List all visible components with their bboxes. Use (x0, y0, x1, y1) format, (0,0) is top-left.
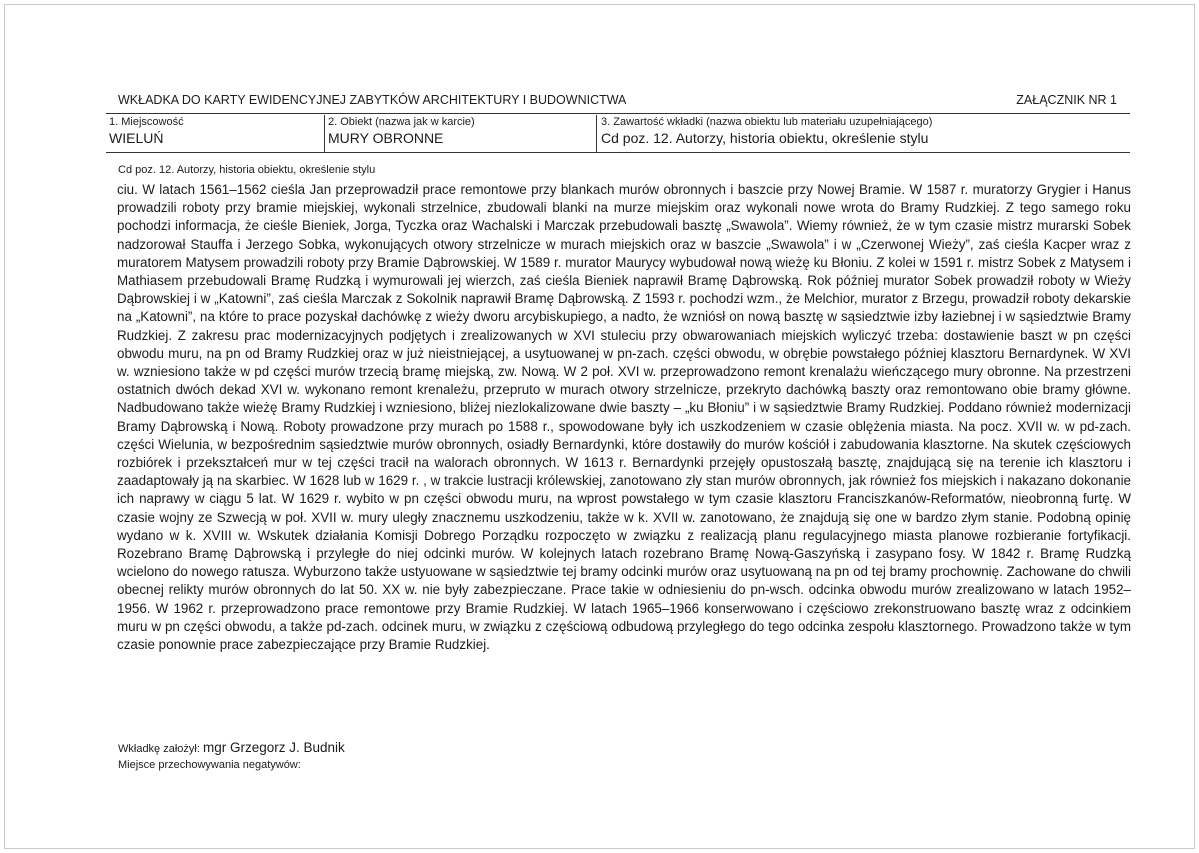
field-object-label: 2. Obiekt (nazwa jak w karcie) (328, 116, 475, 128)
field-object-value: MURY OBRONNE (328, 130, 444, 146)
form-title: WKŁADKA DO KARTY EWIDENCYJNEJ ZABYTKÓW ARCHITEKTURY I BUDOWNICTWA (118, 93, 627, 107)
section-title: Cd poz. 12. Autorzy, historia obiektu, określenie stylu (118, 164, 376, 176)
author-line (118, 740, 345, 755)
header-divider (106, 113, 1130, 114)
attachment-label: ZAŁĄCZNIK NR 1 (1016, 93, 1117, 107)
history-text: ciu. W latach 1561–1562 cieśla Jan przeprowadził prace remontowe przy blankach murów obronnych i baszcie przy Nowej Bramie. W 1587 r. muratorzy Grygier i Hanus prowadzili roboty przy bramie miejskiej, wykonali strzelnice, zbudowali blanki na murze miejskim oraz wykonali nowe wrota do Bramy Rudzkiej. Z tego samego roku pochodzi informacja, że cieśle Bieniek, Jorga, Tyczka oraz Wachalski i Marczak przebudowali basztę „Swawola”. Wiemy również, że w tym czasie mistrz murarski Sobek nadzorował Stauffa i Jerzego Sobka, wykonujących otwory strzelnicze w murach miejskich oraz w baszcie „Swawola” i w „Czerwonej Wieży”, zaś cieśla Kacper wraz z muratorem Matysem prowadzili roboty przy Bramie Dąbrowskiej. W 1589 r. murator Maurycy wybudował nową wieżę ku Błoniu. Z kolei w 1591 r. mistrz Sobek z Matysem i Mathiasem przebudowali Bramę Rudzką i wymurowali jej wierzch, zaś cieśla Bieniek naprawił Bramę Dąbrowską. Rok później murator Sobek prowadził roboty w Wieży Dąbrowskiej i w „Katowni”, zaś cieśla Marczak z Sokolnik naprawił Bramę Dąbrowską. Z 1593 r. pochodzi wzm., że Melchior, murator z Brzegu, prowadził roboty dekarskie na „Katowni”, na które to prace pozyskał dachówkę z wieży dworu arcybiskupiego, a nadto, że wzniósł on nową basztę w sąsiedztwie izby łaziebnej i w sąsiedztwie Bramy Rudzkiej. Z zakresu prac modernizacyjnych podjętych i zrealizowanych w XVI stuleciu przy obwarowaniach miejskich wyliczyć trzeba: dostawienie baszt w pn części obwodu muru, na pn od Bramy Rudzkiej oraz w już nieistniejącej, a usytuowanej w pn-zach. części obwodu, w obrębie powstałego później klasztoru Bernardynek. W XVI w. wzniesiono także w pd części murów trzecią bramę miejską, zw. Nową. W 2 poł. XVI w. przeprowadzono remont krenalażu wieńczącego mury obronne. Na przestrzeni ostatnich dwóch dekad XVI w. wykonano remont krenależu, przepruto w murach otwory strzelnicze, przekryto dachówką baszty oraz remontowano obie bramy główne. Nadbudowano także wieżę Bramy Rudzkiej i wzniesiono, bliżej niezlokalizowane dwie baszty – „ku Błoniu” i w sąsiedztwie Bramy Rudzkiej. Poddano również modernizacji Bramy Dąbrowską i Nową. Roboty prowadzone przy murach po 1588 r., spowodowane były ich uszkodzeniem w czasie oblężenia miasta. Na pocz. XVII w. w pd-zach. części Wielunia, w bezpośrednim sąsiedztwie murów obronnych, osiadły Bernardynki, które dostawiły do murów kościół i zabudowania klasztorne. Na skutek częściowych rozbiórek i przekształceń mur w tej części tracił na walorach obronnych. W 1613 r. Bernardynki przejęły opustoszałą basztę, znajdującą się na terenie ich klasztoru i zaadaptowały ją na skarbiec. W 1628 lub w 1629 r. , w trakcie lustracji królewskiej, zanotowano zły stan murów obronnych, jak również fos miejskich i nakazano dokonanie ich naprawy w ciągu 5 lat. W 1629 r. wybito w pn części obwodu muru, na wprost powstałego w tym czasie klasztoru Franciszkanów-Reformatów, nieobronną furtę. W czasie wojny ze Szwecją w poł. XVII w. mury uległy znacznemu uszkodzeniu, także w k. XVII w. zanotowano, że znajdują się one w bardzo złym stanie. Podobną opinię wydano w k. XVIII w. Wskutek działania Komisji Dobrego Porządku rozpoczęto w związku z realizacją planu regulacyjnego miasta planowe rozbieranie fortyfikacji. Rozebrano Bramę Dąbrowską i przyległe do niej odcinki murów. W kolejnych latach rozebrano Bramę Nową-Gaszyńską i zasypano fosy. W 1842 r. Bramę Rudzką wcielono do nowego ratusza. Wyburzono także ustyuowane w sąsiedztwie tej bramy odcinki murów oraz usytuowaną na pn od tej bramy prochownię. Zachowane do chwili obecnej relikty murów obronnych do lat 50. XX w. nie były zabezpieczane. Prace takie w odniesieniu do pn-wsch. odcinka obwodu murów zrealizowano w latach 1952–1956. W 1962 r. przeprowadzono prace remontowe przy Bramie Rudzkiej. W latach 1965–1966 konserwowano i częściowo zrekonstruowano basztę wraz z odcinkiem muru w pn części obwodu, a także pd-zach. odcinek muru, w związku z częściową odbudową przyległego do tego odcinka zespołu klasztornego. Prowadzono także w tym czasie ponownie prace zabezpieczające przy Bramie Rudzkiej. (117, 182, 1131, 653)
field-contents-label: 3. Zawartość wkładki (nazwa obiektu lub materiału uzupełniającego) (601, 116, 933, 128)
field-object (324, 115, 596, 152)
fields-divider (106, 152, 1130, 153)
negatives-location-label: Miejsce przechowywania negatywów: (118, 759, 301, 771)
author-name: mgr Grzegorz J. Budnik (202, 740, 345, 755)
field-contents-value: Cd poz. 12. Autorzy, historia obiektu, określenie stylu (601, 130, 929, 146)
field-locality-label: 1. Miejscowość (109, 116, 184, 128)
field-contents (596, 115, 1130, 152)
field-locality (106, 115, 324, 152)
field-locality-value: WIELUŃ (109, 130, 164, 146)
author-label: Wkładkę założył: (118, 743, 200, 755)
